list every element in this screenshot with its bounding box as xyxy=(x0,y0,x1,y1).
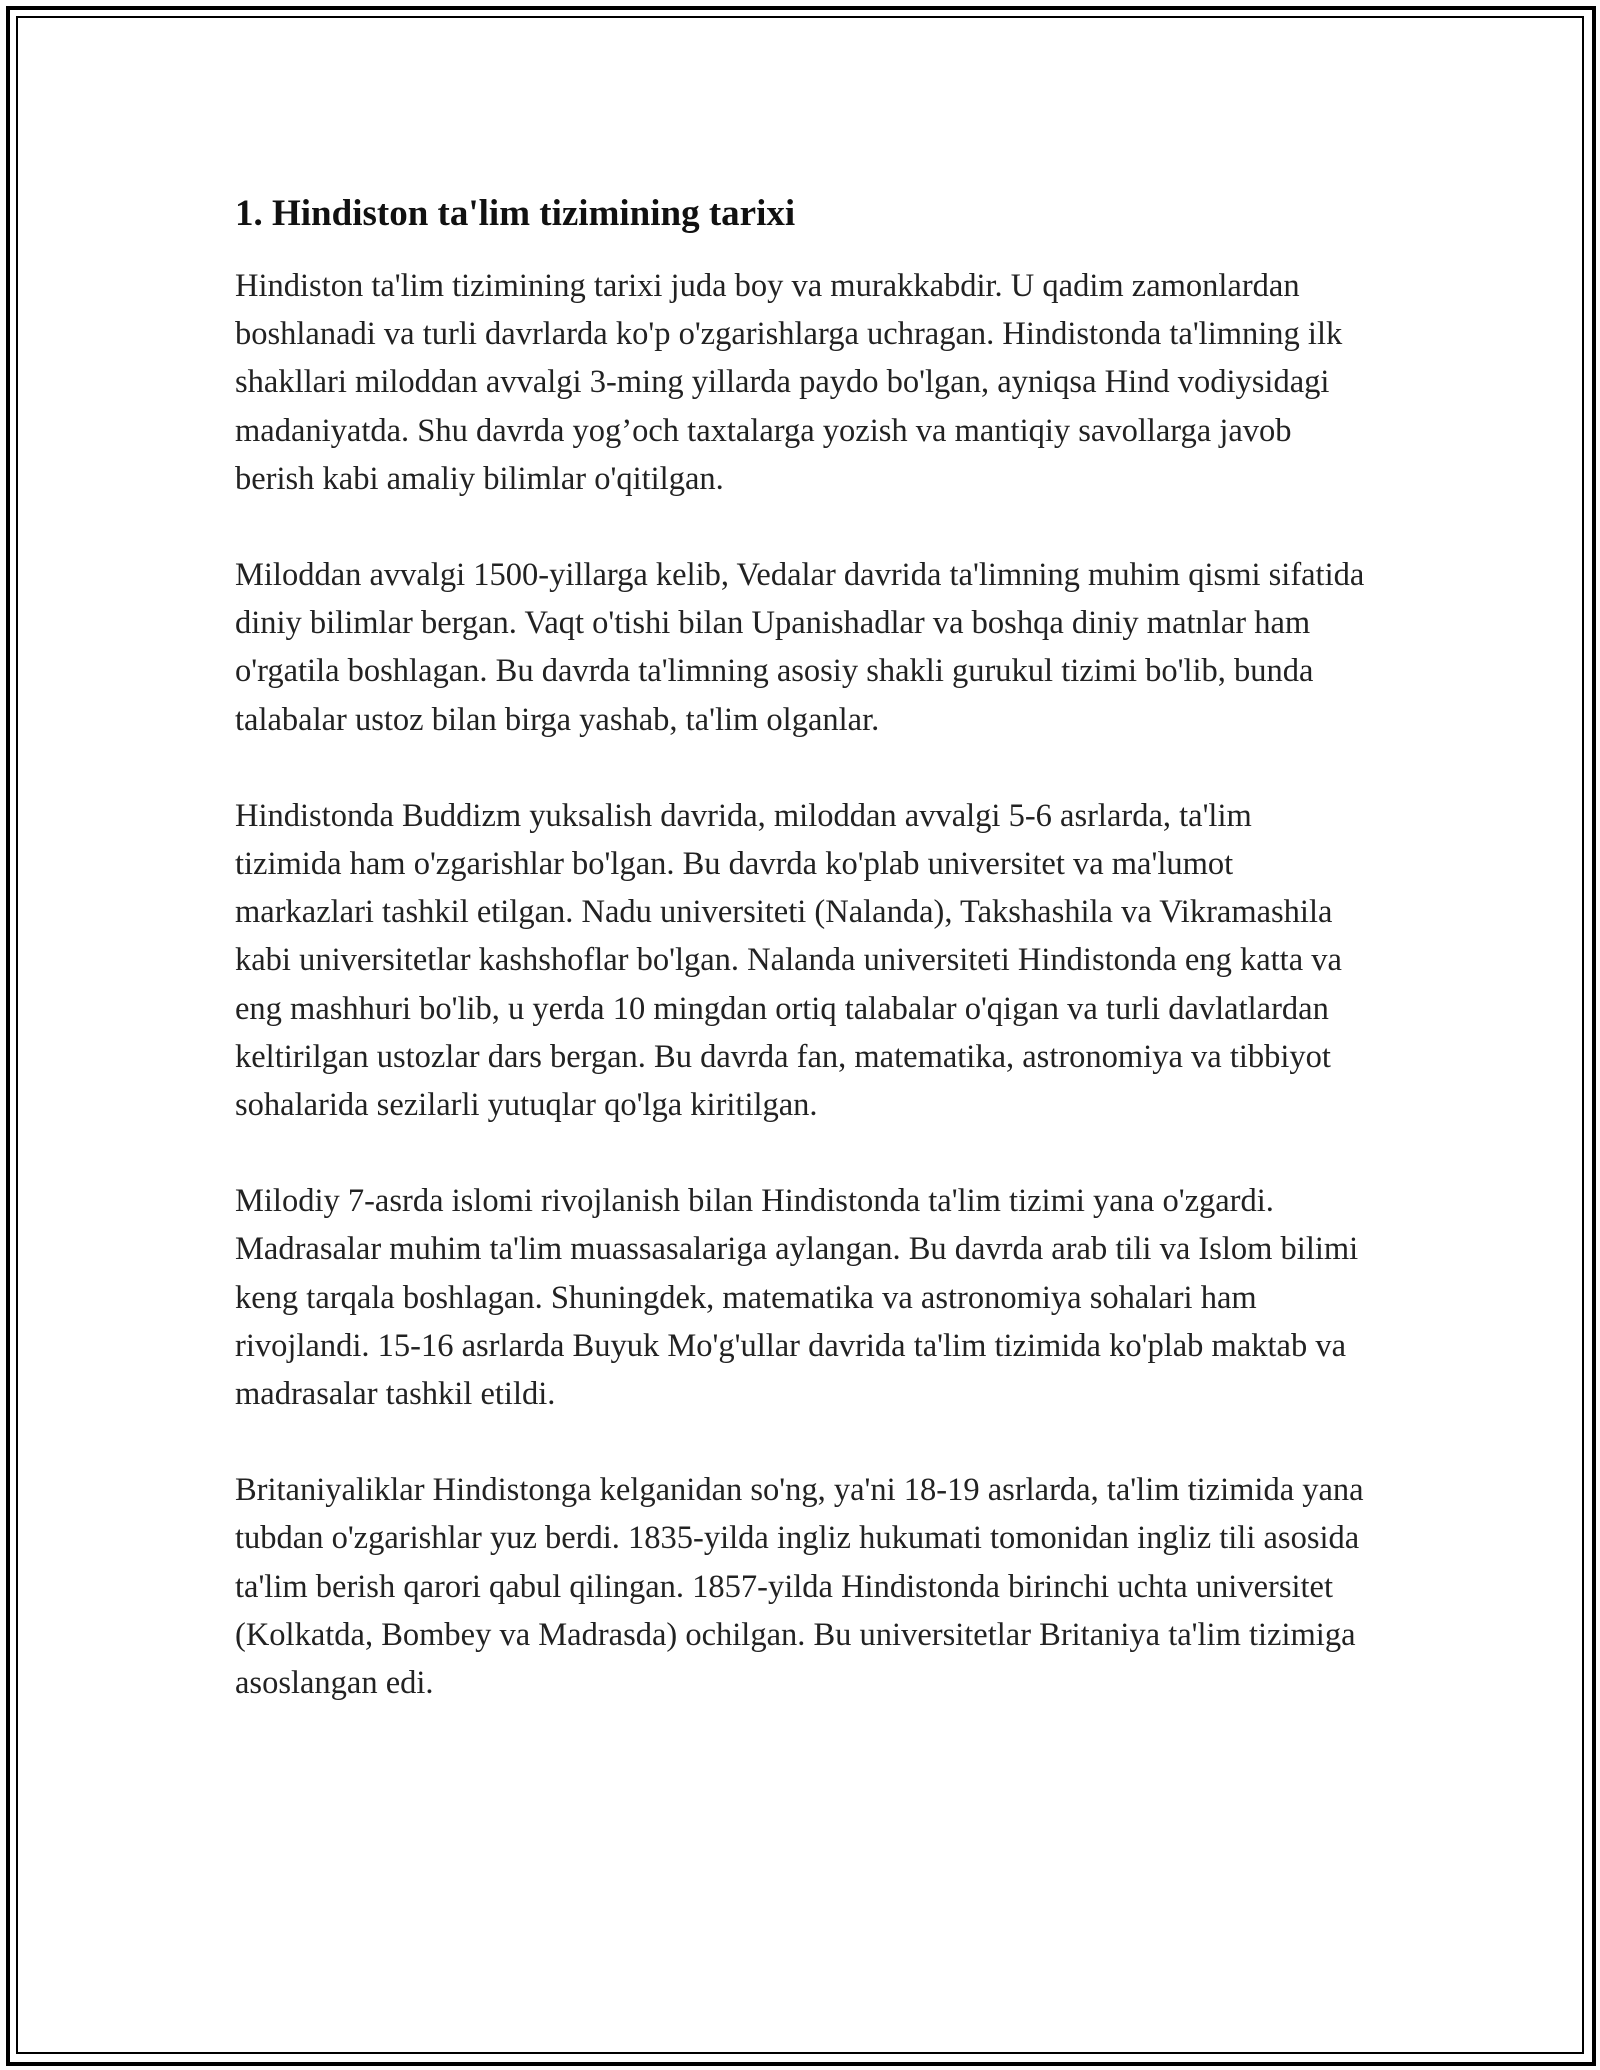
section-heading: 1. Hindiston ta'lim tizimining tarixi xyxy=(235,193,796,234)
document-body xyxy=(235,186,1365,1755)
paragraph-ancient-origins: Hindiston ta'lim tizimining tarixi juda boy va murakkabdir. U qadim zamonlardan boshlanadi va turli davrlarda ko'p o'zgarishlarga uchragan. Hindistonda ta'limning ilk shakllari miloddan avvalgi 3-ming yillarda paydo bo'lgan, ayniqsa Hind vodiysidagi madaniyatda. Shu davrda yog’och taxtalarga yozish va mantiqiy savollarga javob berish kabi amaliy bilimlar o'qitilgan. xyxy=(235,268,1343,497)
paragraph-british-period: Britaniyaliklar Hindistonga kelganidan so'ng, ya'ni 18-19 asrlarda, ta'lim tizimida yana tubdan o'zgarishlar yuz berdi. 1835-yilda ingliz hukumati tomonidan ingliz tili asosida ta'lim berish qarori qabul qilingan. 1857-yilda Hindistonda birinchi uchta universitet (Kolkatda, Bombey va Madrasda) ochilgan. Bu universitetlar Britaniya ta'lim tizimiga asoslangan edi. xyxy=(235,1472,1364,1702)
paragraph-buddhist-period: Hindistonda Buddizm yuksalish davrida, miloddan avvalgi 5-6 asrlarda, ta'lim tizimida ham o'zgarishlar bo'lgan. Bu davrda ko'plab universitet va ma'lumot markazlari tashkil etilgan. Nadu universiteti (Nalanda), Takshashila va Vikramashila kabi universitetlar kashshoflar bo'lgan. Nalanda universiteti Hindistonda eng katta va eng mashhuri bo'lib, u yerda 10 mingdan ortiq talabalar o'qigan va turli davlatlardan keltirilgan ustozlar dars bergan. Bu davrda fan, matematika, astronomiya va tibbiyot sohalarida sezilarli yutuqlar qo'lga kiritilgan. xyxy=(235,797,1342,1124)
paragraph-islamic-period: Milodiy 7-asrda islomi rivojlanish bilan Hindistonda ta'lim tizimi yana o'zgardi. Madrasalar muhim ta'lim muassasalariga aylangan. Bu davrda arab tili va Islom bilimi keng tarqala boshlagan. Shuningdek, matematika va astronomiya sohalari ham rivojlandi. 15-16 asrlarda Buyuk Mo'g'ullar davrida ta'lim tizimida ko'plab maktab va madrasalar tashkil etildi. xyxy=(235,1183,1359,1413)
paragraph-vedic-period: Miloddan avvalgi 1500-yillarga kelib, Vedalar davrida ta'limning muhim qismi sifatida diniy bilimlar bergan. Vaqt o'tishi bilan Upanishadlar va boshqa diniy matnlar ham o'rgatila boshlagan. Bu davrda ta'limning asosiy shakli gurukul tizimi bo'lib, bunda talabalar ustoz bilan birga yashab, ta'lim olganlar. xyxy=(235,557,1365,738)
